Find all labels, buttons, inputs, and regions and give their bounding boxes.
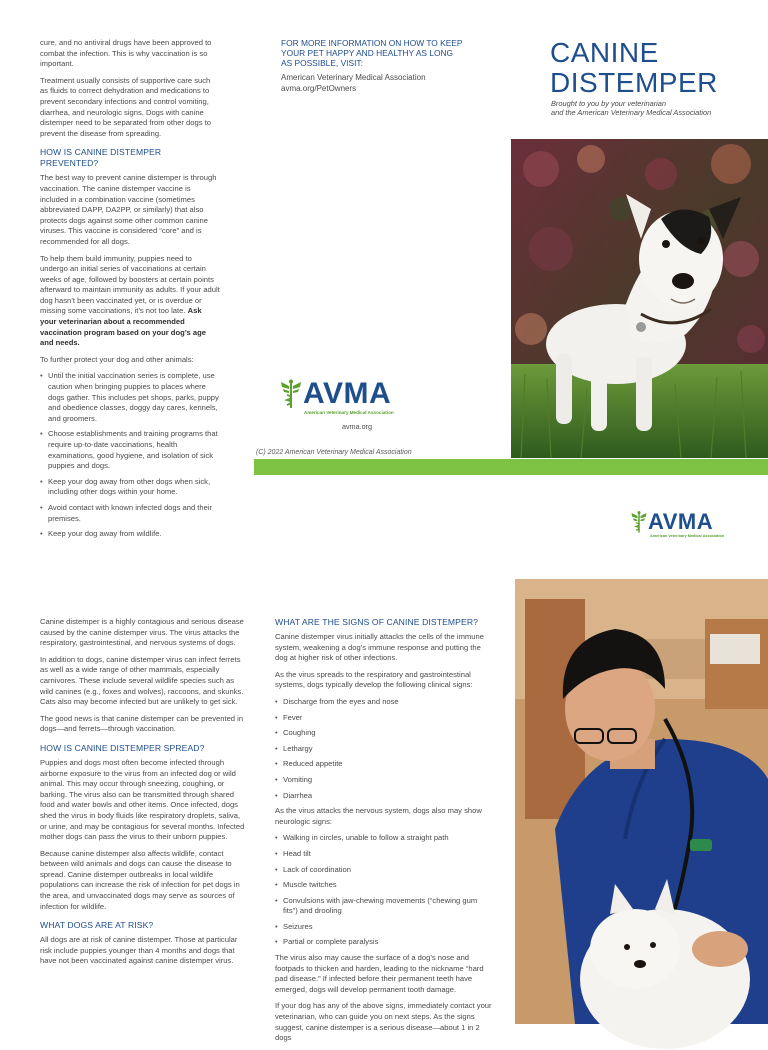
avma-logo-subtitle: American Veterinary Medical Association (304, 410, 394, 415)
signs-paragraph-5: If your dog has any of the above signs, immediately contact your veterinarian, who can guide you on next steps. As the signs suggest, canine distemper is a serious disease—about 1 in 2 dogs (275, 1001, 492, 1043)
caduceus-icon (279, 379, 303, 409)
list-item: • Avoid contact with known infected dogs and their premises. (40, 503, 220, 524)
list-item: • Lack of coordination (275, 865, 493, 876)
list-item: • Head tilt (275, 849, 493, 860)
avma-url[interactable]: avma.org (342, 422, 372, 431)
prevention-heading: HOW IS CANINE DISTEMPER PREVENTED? (40, 147, 162, 169)
list-item: • Keep your dog away from other dogs when sick, including other dogs within your home. (40, 477, 220, 498)
list-item: • Partial or complete paralysis (275, 937, 493, 948)
treatment-paragraph: Treatment usually consists of supportive care such as fluids to correct dehydration and medications to prevent secondary infections and control vomiting, diarrhea, and neurologic signs. Dogs with canine distemper need to be separated from other dogs to prevent the disease from spreading. (40, 75, 211, 138)
prevention-list (40, 371, 220, 539)
prevention-paragraph-2: To help them build immunity, puppies need to undergo an initial series of vaccinations at certain weeks of age, followed by boosters at certain points afterward to maintain immunity as adults. If your adult dog hasn’t been vaccinated yet, or is overdue or missing some vaccinations, it’s not too late. Ask your veterinarian about a recommended vaccination program based on your dog’s age and needs. (40, 253, 220, 348)
avma-logo-subtitle: American Veterinary Medical Association (650, 534, 725, 538)
spread-paragraph-1: Puppies and dogs most often become infected through airborne exposure to the virus from an infected dog or wild animal. This may occur through sneezing, coughing, or barking. The virus also can be transmitted through shared food and water bowls and other items. Once infected, dogs shed the virus in body fluids like respiratory droplets, saliva, or urine, and may be contagious for several months. Infected mother dogs can pass the virus to their unborn puppies. (40, 757, 245, 842)
list-item: • Keep your dog away from wildlife. (40, 529, 220, 540)
signs-panel (275, 617, 493, 1050)
list-item: • Seizures (275, 922, 493, 933)
list-item: • Coughing (275, 728, 493, 739)
risk-paragraph: All dogs are at risk of canine distemper. Those at particular risk include puppies younger than 4 months and dogs that have not been vaccinated against canine distemper virus. (40, 935, 238, 966)
list-item: • Reduced appetite (275, 759, 493, 770)
spread-panel (40, 617, 245, 973)
neurologic-signs-list (275, 833, 493, 948)
overview-paragraph-2: In addition to dogs, canine distemper virus can infect ferrets as well as a wide range of other mammals, especially carnivores. These include several wildlife species such as wild canines (e.g., foxes and wolves), raccoons, and skunks. Cats also may become infected but are unlikely to get sick. (40, 654, 244, 707)
signs-paragraph-4: The virus also may cause the surface of a dog’s nose and footpads to thicken and harden, leading to the nickname “hard pad disease.” If infected before their permanent teeth have emerged, dogs will develop permanent tooth damage. (275, 953, 484, 994)
list-item: • Convulsions with jaw-chewing movements (“chewing gum fits”) and drooling (275, 896, 493, 917)
copyright-notice: (C) 2022 American Veterinary Medical Association (256, 449, 412, 456)
clinical-signs-list (275, 697, 493, 801)
signs-heading: WHAT ARE THE SIGNS OF CANINE DISTEMPER? (275, 617, 479, 627)
avma-wordmark: AVMA (303, 377, 392, 410)
terrier-photo (511, 139, 768, 458)
overview-paragraph-3: The good news is that canine distemper can be prevented in dogs—and ferrets—through vaccination. (40, 713, 244, 734)
prevention-paragraph-3: To further protect your dog and other animals: (40, 354, 194, 364)
avma-logo (279, 379, 391, 409)
risk-heading: WHAT DOGS ARE AT RISK? (40, 920, 154, 931)
treatment-intro: cure, and no antiviral drugs have been approved to combat the infection. This is why vaccination is so important. (40, 38, 212, 69)
vaccination-callout: Ask your veterinarian about a recommended vaccination program based on your dog’s age and needs. (40, 306, 206, 348)
list-item: • Walking in circles, unable to follow a straight path (275, 833, 493, 844)
list-item: • Fever (275, 713, 493, 724)
list-item: • Diarrhea (275, 791, 493, 802)
signs-paragraph-3: As the virus attacks the nervous system, dogs also may show neurologic signs: (275, 806, 482, 826)
list-item: • Until the initial vaccination series is complete, use caution when bringing puppies to places where dogs gather. This includes pet shops, parks, puppy and obedience classes, doggy day cares, kennels, and groomers. (40, 371, 220, 424)
more-info-url[interactable]: avma.org/PetOwners (281, 83, 357, 93)
more-info-heading: FOR MORE INFORMATION ON HOW TO KEEP YOUR PET HAPPY AND HEALTHY AS LONG AS POSSIBLE, VISIT: (281, 38, 463, 69)
prevention-paragraph-1: The best way to prevent canine distemper is through vaccination. The canine distemper vaccine is included in a combination vaccine (sometimes abbreviated DAPP, DA2PP, or similarly) that also protects dogs against some other common canine viruses. This vaccine is considered “core” and is recommended for all dogs. (40, 173, 217, 246)
more-info-org: American Veterinary Medical Association (281, 72, 426, 82)
list-item: • Muscle twitches (275, 880, 493, 891)
green-divider-bar (254, 459, 768, 475)
list-item: • Choose establishments and training programs that require up-to-date vaccinations, health examinations, good hygiene, and isolation of sick puppies and dogs. (40, 429, 220, 471)
spread-paragraph-2: Because canine distemper also affects wildlife, contact between wild animals and dogs can cause the disease to spread. Canine distemper outbreaks in local wildlife populations can increase the risk of infection for pet dogs in the area, and unvaccinated dogs may serve as sources of infection for wildlife. (40, 848, 240, 911)
avma-logo-cover (630, 510, 713, 534)
list-item: • Discharge from the eyes and nose (275, 697, 493, 708)
signs-paragraph-1: Canine distemper virus initially attacks the cells of the immune system, weakening a dog’s immune response and putting the dog at higher risk of other infections. (275, 632, 484, 663)
cover-subtitle: Brought to you by your veterinarian and the American Veterinary Medical Association (551, 99, 712, 118)
list-item: • Lethargy (275, 744, 493, 755)
prevention-panel (40, 38, 220, 545)
overview-paragraph-1: Canine distemper is a highly contagious and serious disease caused by the canine distemper virus. The virus attacks the respiratory, gastrointestinal, and nervous systems of dogs. (40, 617, 244, 648)
list-item: • Vomiting (275, 775, 493, 786)
veterinarian-photo (515, 579, 768, 1024)
more-info-panel (281, 38, 466, 94)
spread-heading: HOW IS CANINE DISTEMPER SPREAD? (40, 742, 205, 753)
caduceus-icon (630, 510, 648, 534)
avma-wordmark: AVMA (648, 509, 714, 534)
cover-title: CANINE DISTEMPER (550, 37, 718, 98)
signs-paragraph-2: As the virus spreads to the respiratory and gastrointestinal systems, dogs typically develop the following clinical signs: (275, 669, 473, 690)
